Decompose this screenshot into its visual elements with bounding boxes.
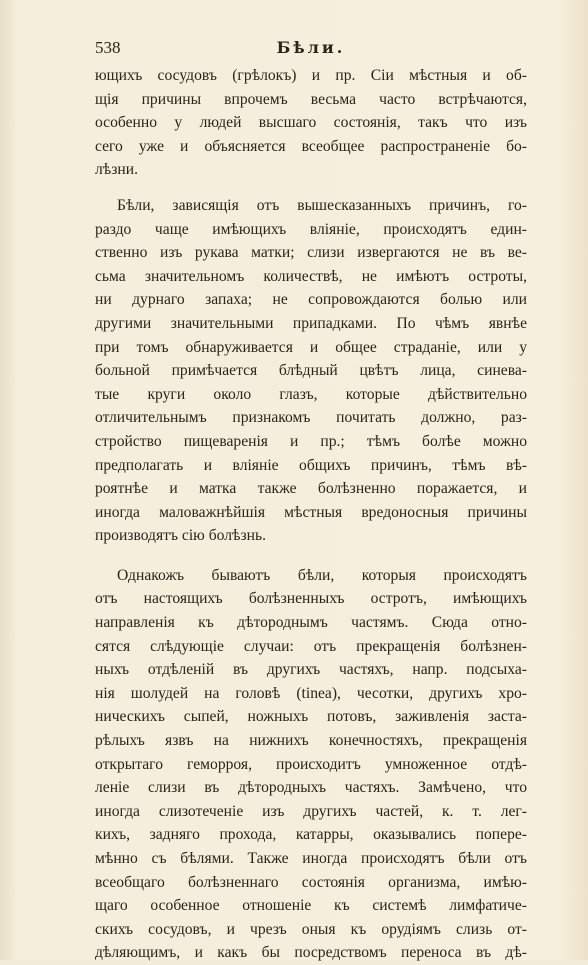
text-line: сего уже и объясняется всеобщее распространеніе бо-: [95, 137, 527, 155]
text-line: больной примѣчается блѣдный цвѣтъ лица, синева-: [95, 362, 527, 380]
text-line: щія причины впрочемъ весьма часто встрѣчаются,: [95, 90, 527, 108]
text-line: открытаго геморроя, происходитъ умноженное отдѣ-: [95, 755, 527, 773]
body-text: [95, 64, 527, 965]
paragraph-1: [95, 64, 527, 182]
text-line: тые круги около глазъ, которые дѣйствительно: [95, 385, 527, 403]
text-line: Однакожъ бываютъ бѣли, которыя происходятъ: [117, 566, 527, 584]
text-line: другими значительными припадками. По чѣмъ явнѣе: [95, 314, 527, 332]
text-line: предполагать и вліяніе общихъ причинъ, тѣмъ вѣ-: [95, 456, 527, 474]
page-header: [95, 38, 527, 64]
text-line: иногда слизотеченіе изъ другихъ частей, к. т. лег-: [95, 802, 527, 820]
text-line: отличительнымъ признакомъ почитать должно, раз-: [95, 409, 527, 427]
text-line: лѣзни.: [95, 161, 138, 179]
text-line: ни дурнаго запаха; не сопровождаются болью или: [95, 291, 527, 309]
text-line: мѣнно съ бѣлями. Также иногда происходятъ бѣли отъ: [95, 850, 527, 867]
page-number: 538: [95, 38, 121, 57]
text-line: всеобщаго болѣзненнаго состоянія организма, имѣю-: [95, 873, 527, 891]
text-line: ственно изъ рукава матки; слизи извергаются не въ ве-: [95, 244, 527, 262]
text-line: отъ настоящихъ болѣзненныхъ остротъ, имѣющихъ: [95, 590, 527, 608]
text-line: дѣляющимъ, и какъ бы посредствомъ переноса въ дѣ-: [95, 944, 527, 962]
text-line: Бѣли, зависящія отъ вышесказанныхъ причинъ, го-: [117, 196, 527, 214]
text-line: рѣлыхъ язвъ на нижнихъ конечностяхъ, прекращенія: [95, 732, 527, 750]
text-line: роятнѣе и матка также болѣзненно поражается, и: [95, 480, 527, 498]
text-line: кихъ, задняго прохода, катарры, оказывались попере-: [95, 826, 527, 844]
text-line: сьма значительномъ количествѣ, не имѣютъ остроты,: [95, 267, 527, 285]
text-line: щаго особенное отношеніе къ системѣ лимфатиче-: [95, 897, 527, 915]
text-line: направленія къ дѣтороднымъ частямъ. Сюда отно-: [95, 614, 527, 632]
text-line: сятся слѣдующіе случаи: отъ прекращенія болѣзнен-: [95, 637, 527, 655]
paragraph-3: [95, 564, 527, 965]
text-line: ныхъ отдѣленій въ другихъ частяхъ, напр. подсыха-: [95, 661, 527, 679]
running-head: Бѣли.: [276, 38, 346, 57]
paragraph-2: [95, 194, 527, 548]
text-line: ющихъ сосудовъ (грѣлокъ) и пр. Сіи мѣстныя и об-: [95, 67, 527, 84]
text-line: при томъ обнаруживается и общее страданіе, или у: [95, 338, 527, 356]
text-line: производятъ сію болѣзнь.: [95, 527, 267, 545]
text-line: леніе слизи въ дѣтородныхъ частяхъ. Замѣчено, что: [95, 779, 527, 797]
text-line: раздо чаще имѣющихъ вліяніе, происходятъ един-: [95, 220, 527, 238]
text-line: стройство пищеваренія и пр.; тѣмъ болѣе можно: [95, 432, 527, 450]
text-line: ническихъ сыпей, ножныхъ потовъ, заживленія заста-: [95, 708, 527, 726]
text-line: иногда маловажнѣйшія мѣстныя вредоносныя причины: [95, 503, 527, 521]
text-line: нія шолудей на головѣ (tinea), чесотки, другихъ хро-: [95, 684, 527, 702]
text-line: скихъ сосудовъ, и чрезъ оныя къ орудіямъ слизь от-: [95, 920, 527, 938]
text-line: особенно у людей высшаго состоянія, такъ что изъ: [95, 114, 527, 132]
